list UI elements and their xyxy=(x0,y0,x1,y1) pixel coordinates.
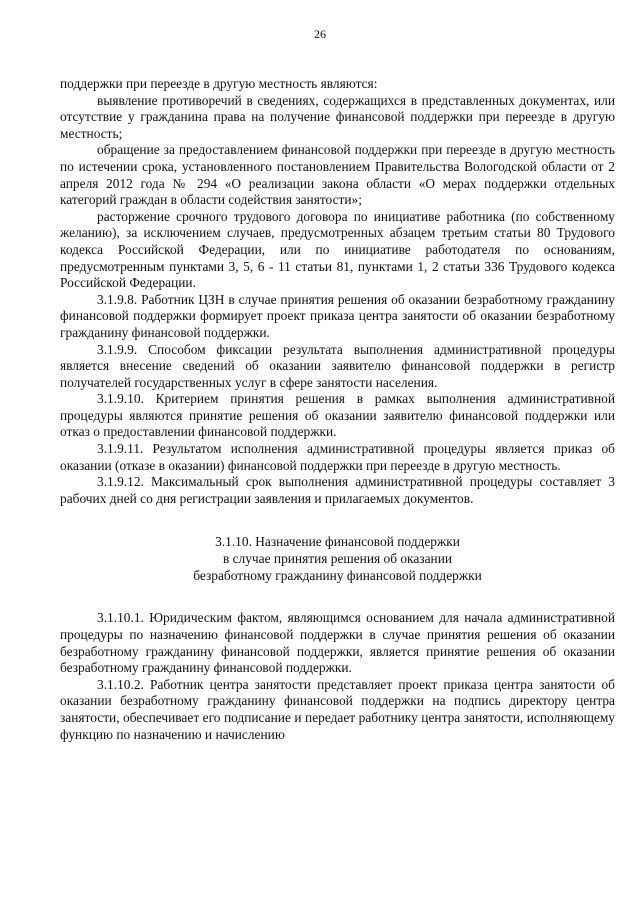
paragraph: выявление противоречий в сведениях, содержащихся в представленных документах, или отсутствие у гражданина права на получение финансовой поддержки при переезде в другую местность; xyxy=(60,92,615,141)
paragraph: 3.1.9.10. Критерием принятия решения в рамках выполнения административной процедуры являются принятие решения об оказании заявителю финансовой поддержки или отказ о предоставлении финансовой поддержки. xyxy=(60,391,615,440)
section-heading-line: 3.1.10. Назначение финансовой поддержки xyxy=(215,534,460,550)
section-heading xyxy=(60,533,615,584)
paragraph: поддержки при переезде в другую местность являются: xyxy=(60,76,378,91)
paragraph: обращение за предоставлением финансовой поддержки при переезде в другую местность по истечении срока, установленного постановлением Правительства Вологодской области от 2 апреля 2012 года № 294 «О реализации закона области «О мерах поддержки отдельных категорий граждан в области содействия занятости»; xyxy=(60,142,615,208)
paragraph: 3.1.9.12. Максимальный срок выполнения административной процедуры составляет 3 рабочих дней со дня регистрации заявления и прилагаемых документов. xyxy=(60,474,615,506)
page-number: 26 xyxy=(314,27,326,41)
section-heading-line: в случае принятия решения об оказании xyxy=(222,551,453,567)
document-body xyxy=(60,76,615,743)
section-heading-line: безработному гражданину финансовой поддержки xyxy=(193,568,482,584)
paragraph: 3.1.10.2. Работник центра занятости представляет проект приказа центра занятости об оказании безработному гражданину финансовой поддержки на подпись директору центра занятости, обеспечивает его подписание и передает работнику центра занятости, исполняющему функцию по назначению и начислению xyxy=(60,676,615,742)
paragraph: 3.1.9.8. Работник ЦЗН в случае принятия решения об оказании безработному гражданину финансовой поддержки формирует проект приказа центра занятости об оказании безработному гражданину финансовой поддержки. xyxy=(60,291,615,340)
paragraph: 3.1.10.1. Юридическим фактом, являющимся основанием для начала административной процедуры по назначению финансовой поддержки в случае принятия решения об оказании безработному гражданину финансовой поддержки, является принятие решения об оказании безработному гражданину финансовой поддержки. xyxy=(60,610,615,676)
paragraph: 3.1.9.9. Способом фиксации результата выполнения административной процедуры является внесение сведений об оказании заявителю финансовой поддержки в регистр получателей государственных услуг в сфере занятости населения. xyxy=(60,341,615,390)
paragraph: 3.1.9.11. Результатом исполнения административной процедуры является приказ об оказании (отказе в оказании) финансовой поддержки при переезде в другую местность. xyxy=(60,441,615,473)
paragraph: расторжение срочного трудового договора по инициативе работника (по собственному желанию), за исключением случаев, предусмотренных абзацем третьим статьи 80 Трудового кодекса Российской Федерации, или по инициативе работодателя по основаниям, предусмотренным пунктами 3, 5, 6 - 11 статьи 81, пунктами 1, 2 статьи 336 Трудового кодекса Российской Федерации. xyxy=(60,208,615,291)
